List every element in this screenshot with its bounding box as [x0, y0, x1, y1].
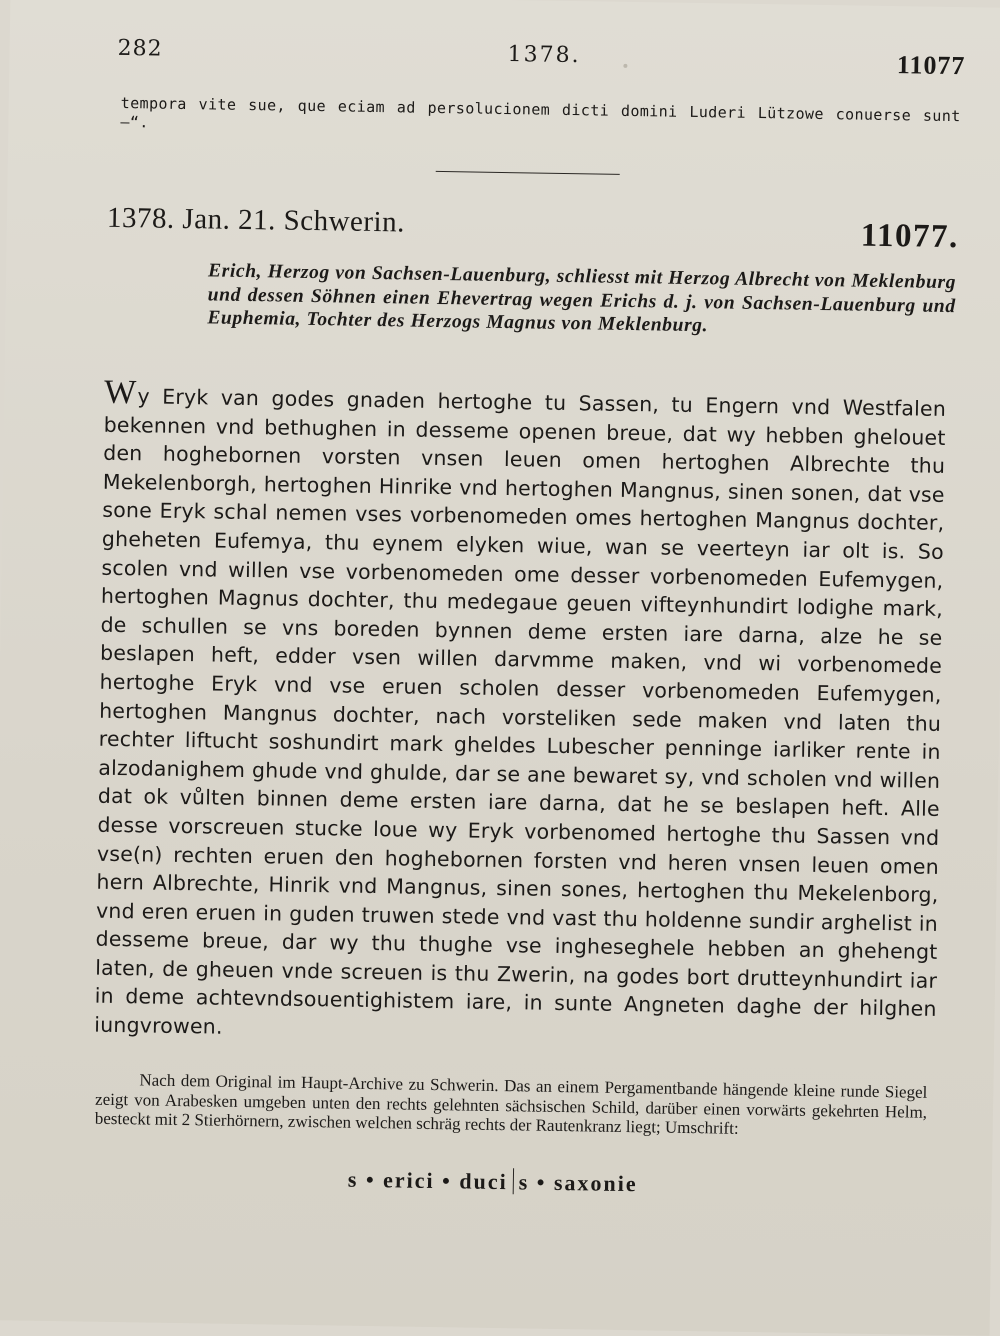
entry-number: 11077.	[860, 217, 960, 256]
charter-body: y Eryk van godes gnaden hertoghe tu Sassen, tu Engern vnd Westfalen bekennen vnd bethughen in desseme openen breue, dat wy hebben ghelouet den hoghebornen vorsten vnsen leuen omen hertoghen Albrechte thu Mekelenborgh, hertoghen Hinrike vnd hertoghen Mangnus, sinen sonen, dat vse sone Eryk schal nemen vses vorbenomeden omes hertoghen Mangnus dochter, gheheten Eufemya, thu eynem elyken wiue, wan se veerteyn iar olt is. So scolen vnd willen vse vorbenomeden ome desser vorbenomeden Eufemygen, hertoghen Magnus dochter, thu medegaue geuen vifteynhundirt lodighe mark, de schullen se vns boreden bynnen deme ersten iare darna, alze he se beslapen heft, edder vsen willen darvmme maken, vnd wi vorbenomede hertoghe Eryk vnd vse eruen scholen desser vorbenomeden Eufemygen, hertoghen Mangnus dochter, nach vorsteliken sede maken vnd laten thu rechter liftucht soshundirt mark gheldes Lubescher penninge iarliker rente in alzodanighem ghude vnd ghulde, dar se ane bewaret sy, vnd scholen vnd willen dat ok vůlten binnen deme ersten iare darna, dat he se beslapen heft. Alle desse vorscreuen stucke loue wy Eryk vorbenomed hertoghe thu Sassen vnd vse(n) rechten eruen den hoghebornen forsten vnd heren vnsen leuen omen hern Albrechte, Hinrik vnd Mangnus, sinen sones, hertoghen thu Mekelenborg, vnd eren eruen in guden truwen stede vnd vast thu holdenne sundir arghelist in desseme breue, dar wy thu thughe vse ingheseghele hebben an ghehengt laten, de gheuen vnde screuen is thu Zwerin, na godes bort drutteynhundirt iar in deme achtevndsouentighistem iare, in sunte Angneten daghe der hilghen iungvrowen.	[94, 384, 947, 1039]
entry-regest: Erich, Herzog von Sachsen-Lauenburg, schliesst mit Herzog Albrecht von Meklenburg und dessen Söhnen einen Ehevertrag wegen Erichs d. j. von Sachsen-Lauenburg und Euphemia, Tochter des Herzogs Magnus von Meklenburg.	[207, 260, 957, 337]
section-separator	[436, 171, 620, 175]
seal-divider	[513, 1168, 514, 1194]
running-document-number: 11077	[896, 50, 966, 81]
source-note: Nach dem Original im Haupt-Archive zu Schwerin. Das an einem Pergamentbande hängende kleine runde Siegel zeigt von Arabesken umgeben unten den rechts gelehnten sächsischen Schild, darüber einen vorwärts gekehrten Helm, besteckt mit 2 Stierhörnern, zwischen welchen schräg rechts der Rautenkranz liegt; Umschrift:	[94, 1070, 928, 1138]
seal-inscription-left: s • erici • duci	[347, 1166, 508, 1195]
seal-inscription	[348, 1166, 648, 1198]
charter-text	[94, 373, 947, 1053]
running-header	[117, 36, 966, 89]
entry-heading	[107, 202, 960, 259]
entry-date-place: 1378. Jan. 21. Schwerin.	[106, 201, 406, 239]
page-number: 282	[117, 35, 163, 62]
seal-inscription-right: s • saxonie	[518, 1169, 638, 1197]
carryover-text: tempora vite sue, que eciam ad persolucionem dicti domini Luderi Lützowe conuerse sunt —“.	[120, 93, 961, 132]
running-year: 1378.	[507, 42, 581, 69]
paper-spot	[623, 64, 627, 68]
initial-letter: W	[103, 373, 137, 412]
